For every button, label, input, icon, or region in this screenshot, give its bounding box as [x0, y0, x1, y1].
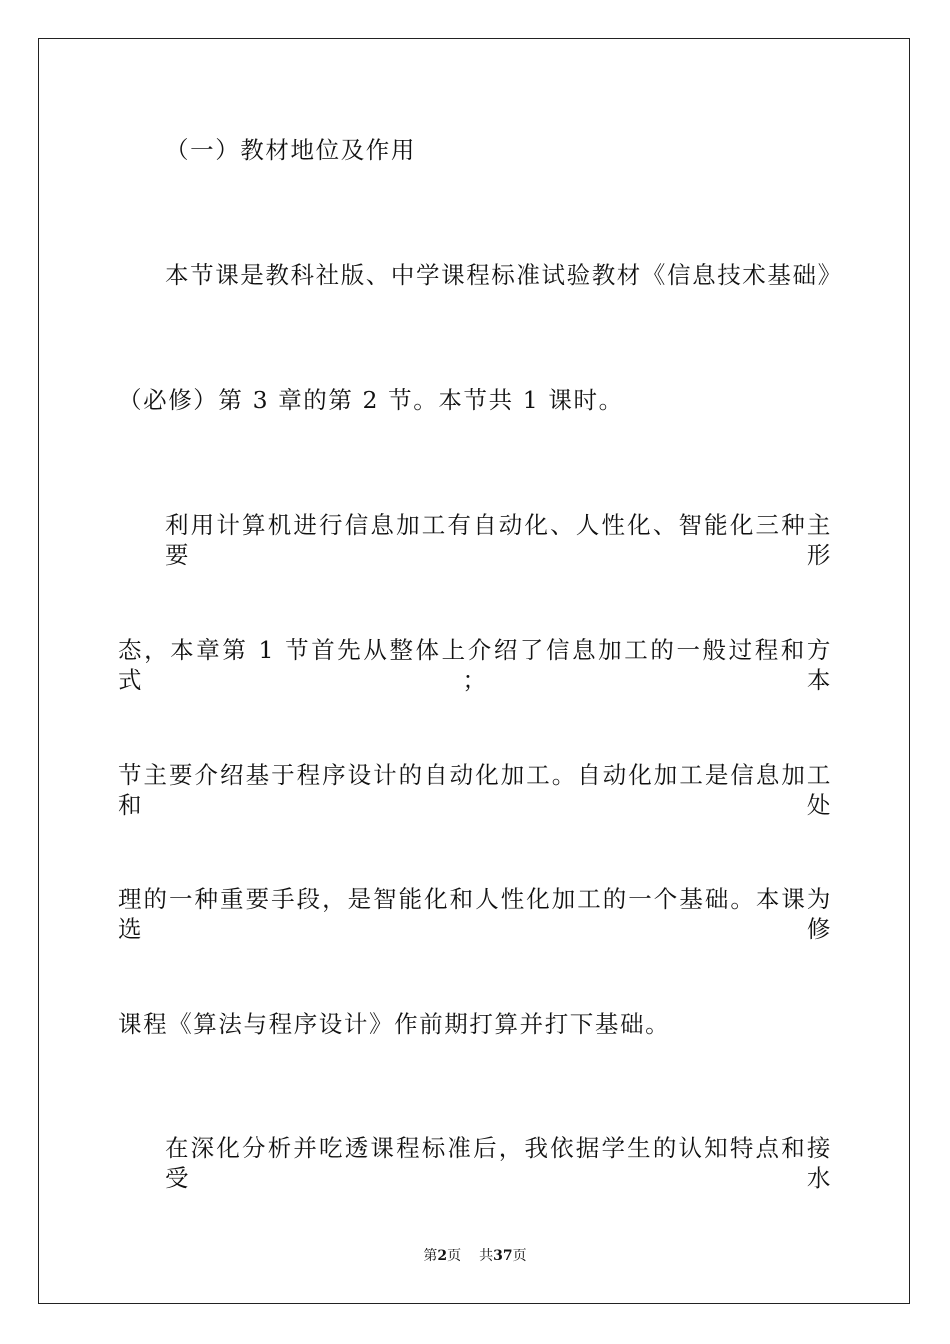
page-footer: [0, 1247, 950, 1265]
page-unit: 页: [447, 1248, 462, 1264]
paragraph-line: 课程《算法与程序设计》作前期打算并打下基础。: [118, 1010, 671, 1038]
paragraph-line: 本节课是教科社版、中学课程标准试验教材《信息技术基础》: [165, 261, 843, 289]
paragraph-line: （必修）第 3 章的第 2 节。本节共 1 课时。: [118, 386, 624, 414]
paragraph-line: 态，本章第 1 节首先从整体上介绍了信息加工的一般过程和方式；本: [118, 636, 832, 694]
paragraph-line: 理的一种重要手段，是智能化和人性化加工的一个基础。本课为选修: [118, 885, 832, 943]
paragraph-line: 在深化分析并吃透课程标准后，我依据学生的认知特点和接受水: [165, 1134, 832, 1192]
section-heading: （一）教材地位及作用: [165, 136, 416, 164]
total-unit: 页: [512, 1248, 527, 1264]
total-prefix: 共: [479, 1248, 494, 1264]
paragraph-line: 利用计算机进行信息加工有自动化、人性化、智能化三种主要形: [165, 511, 832, 569]
total-pages: 37: [493, 1248, 513, 1264]
page-number: 2: [437, 1248, 448, 1264]
page-prefix: 第: [423, 1248, 438, 1264]
paragraph-line: 节主要介绍基于程序设计的自动化加工。自动化加工是信息加工和处: [118, 761, 832, 819]
